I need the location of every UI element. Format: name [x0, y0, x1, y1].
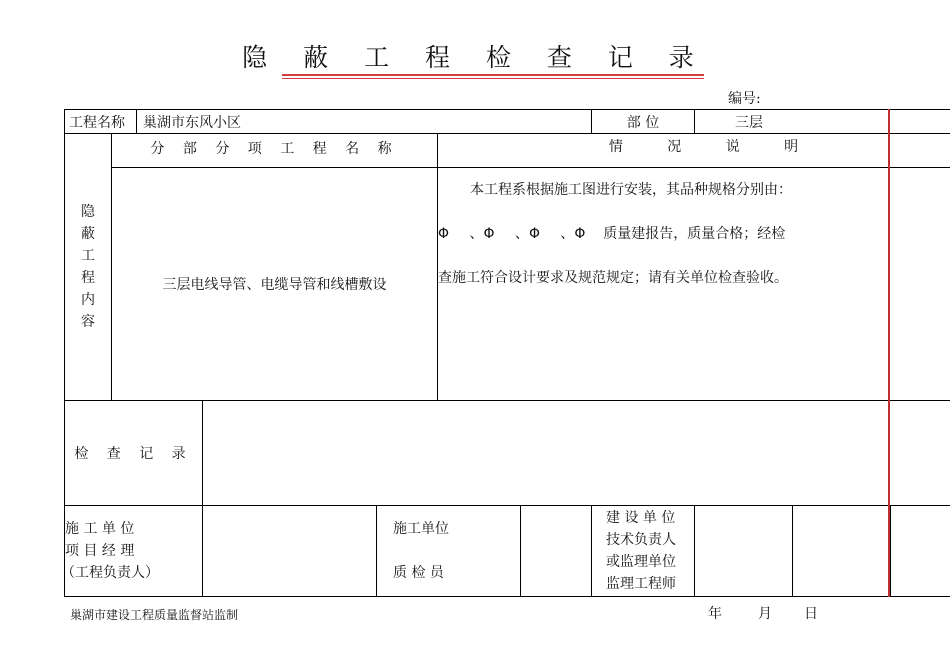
inspection-record-label: 检 查 记 录 [65, 401, 203, 506]
footer-organization: 巢湖市建设工程质量监督站监制 [70, 608, 239, 622]
page-title: 隐 蔽 工 程 检 查 记 录 [242, 43, 708, 72]
date-month: 月 [758, 606, 772, 622]
description-line-2: Φ 、Φ 、Φ 、Φ 质量建报告，质量合格；经检 [438, 226, 786, 242]
description-line-1: 本工程系根据施工图进行安装，其品种规格分别由： [470, 182, 792, 198]
quality-inspector-signature[interactable] [521, 506, 592, 597]
supervisor-label: 建 设 单 位 技术负责人 或监理单位 监理工程师 [592, 506, 695, 597]
item-name: 电线导管、电缆导管和线槽敷设 [190, 277, 387, 293]
quality-inspector-label: 施工单位 质 检 员 [377, 506, 521, 597]
supervisor-signature-2[interactable] [793, 506, 891, 597]
title-underline-thin [282, 78, 704, 79]
project-manager-signature[interactable] [203, 506, 377, 597]
item-prefix: 三层 [162, 277, 191, 293]
supervisor-signature-3[interactable] [891, 506, 950, 597]
location-label: 部 位 [592, 110, 695, 134]
date-day: 日 [804, 606, 818, 622]
situation-header: 情 况 说 明 [438, 134, 950, 168]
location-value: 三层 [695, 110, 950, 134]
item-name-header: 分 部 分 项 工 程 名 称 [112, 134, 438, 168]
project-manager-label: 施 工 单 位 项 目 经 理 （工程负责人） [65, 506, 203, 597]
title-underline [282, 74, 704, 76]
date-year: 年 [708, 606, 722, 622]
description-line-3: 查施工符合设计要求及规范规定；请有关单位检查验收。 [438, 270, 788, 286]
supervisor-signature-1[interactable] [695, 506, 793, 597]
item-name-cell [112, 168, 438, 401]
hidden-work-label: 隐 蔽 工 程 内 容 [65, 134, 112, 401]
situation-description [438, 168, 950, 401]
table-right-edge [888, 109, 890, 597]
serial-number-label: 编号: [728, 91, 761, 107]
inspection-record-field[interactable] [203, 401, 950, 506]
inspection-form [61, 109, 950, 597]
project-name-label: 工程名称 [65, 110, 137, 134]
project-name-value: 巢湖市东风小区 [137, 110, 592, 134]
